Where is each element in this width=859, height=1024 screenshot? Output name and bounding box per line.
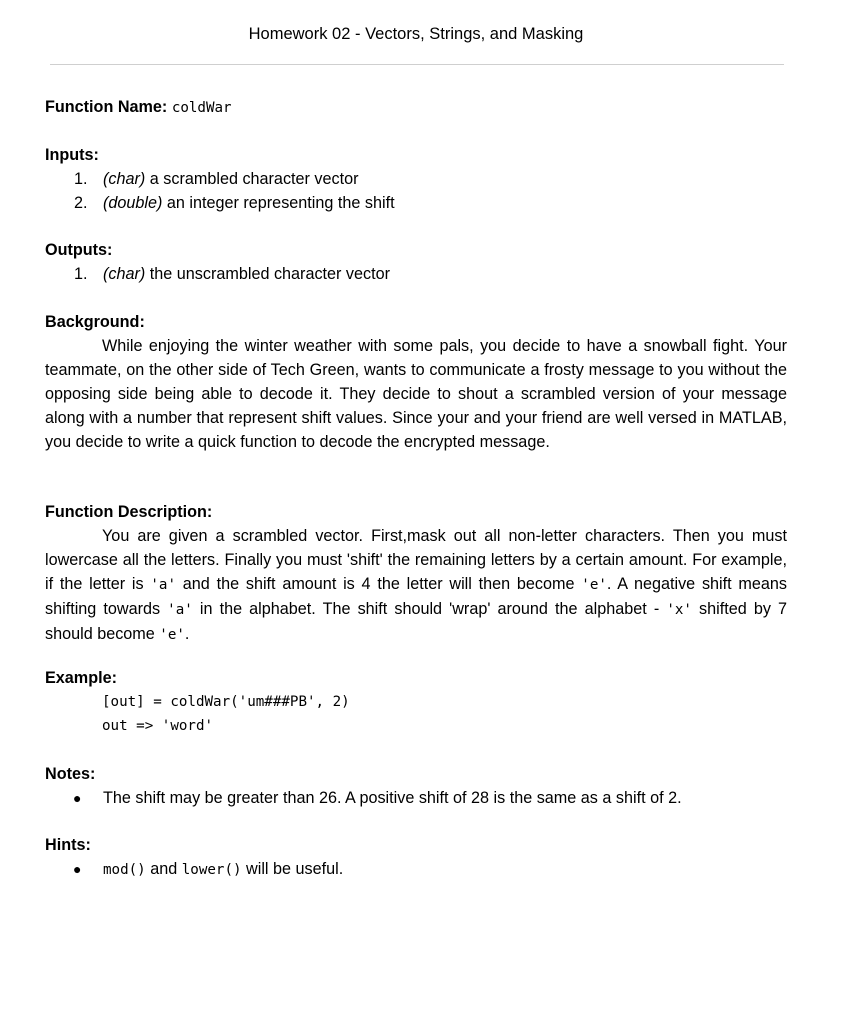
- output-type: (char): [103, 265, 146, 283]
- description-section: [45, 500, 787, 647]
- outputs-section: [45, 238, 787, 286]
- description-paragraph: [45, 524, 787, 647]
- code-literal: 'a': [167, 602, 193, 618]
- inputs-section: [45, 143, 787, 215]
- background-section: [45, 310, 787, 454]
- hints-label: Hints:: [45, 836, 91, 854]
- list-item: [45, 786, 787, 810]
- example-section: [45, 666, 787, 738]
- code-literal: mod(): [103, 862, 146, 878]
- background-label: Background:: [45, 313, 145, 331]
- list-number: 1.: [74, 265, 88, 283]
- description-text: shifted by 7 should become: [45, 600, 788, 643]
- bullet-icon: ●: [73, 790, 82, 806]
- background-text: While enjoying the winter weather with some pals, you decide to have a snowball fight. Your teammate, on the other side of Tech Green, wants to communicate a frosty message to you without the opposing side being able to decode it. They decide to shout a scrambled version of your message along with a number that represent shift values. Since your and your friend are well versed in MATLAB, you decide to write a quick function to decode the encrypted message.: [45, 337, 787, 451]
- description-text: in the alphabet. The shift should 'wrap' around the alphabet -: [192, 600, 667, 618]
- hints-section: [45, 833, 787, 882]
- code-literal: 'e': [159, 627, 185, 643]
- input-description: an integer representing the shift: [162, 194, 395, 212]
- list-item: [45, 857, 787, 882]
- list-number: 2.: [74, 194, 88, 212]
- input-type: (char): [103, 170, 146, 188]
- input-type: (double): [103, 194, 163, 212]
- bullet-icon: ●: [73, 861, 82, 877]
- background-paragraph: [45, 334, 787, 454]
- code-literal: 'x': [666, 602, 692, 618]
- description-label: Function Description:: [45, 503, 213, 521]
- notes-section: [45, 762, 787, 810]
- output-description: the unscrambled character vector: [145, 265, 391, 283]
- code-literal: 'e': [581, 577, 607, 593]
- description-text: You are given a scrambled vector. First,mask out all non-letter characters. Then you must lowercase all the letters. Finally you must 'shift' the remaining letters by a certain amount. For example, if the letter is: [45, 527, 787, 593]
- code-literal: lower(): [181, 862, 242, 878]
- list-item: [45, 191, 787, 215]
- example-code-line: [out] = coldWar('um###PB', 2): [102, 694, 350, 710]
- note-text: The shift may be greater than 26. A positive shift of 28 is the same as a shift of 2.: [103, 789, 682, 807]
- header-divider: [50, 64, 784, 65]
- page-header-title: Homework 02 - Vectors, Strings, and Masking: [248, 25, 584, 43]
- description-text: and the shift amount is 4 the letter will then become: [176, 575, 582, 593]
- list-item: [45, 167, 787, 191]
- example-code-line: out => 'word': [102, 718, 214, 734]
- inputs-label: Inputs:: [45, 146, 99, 164]
- example-label: Example:: [45, 669, 117, 687]
- list-item: [45, 262, 787, 286]
- notes-label: Notes:: [45, 765, 96, 783]
- list-number: 1.: [74, 170, 88, 188]
- outputs-label: Outputs:: [45, 241, 113, 259]
- code-literal: 'a': [150, 577, 177, 593]
- hint-text: and: [145, 860, 182, 878]
- description-text: . A negative shift means shifting towards: [45, 575, 787, 618]
- description-text: .: [184, 625, 190, 643]
- hint-text: will be useful.: [241, 860, 344, 878]
- function-name-label: Function Name:: [45, 98, 168, 116]
- function-name-section: [45, 95, 232, 120]
- function-name-value: coldWar: [171, 100, 232, 116]
- input-description: a scrambled character vector: [145, 170, 359, 188]
